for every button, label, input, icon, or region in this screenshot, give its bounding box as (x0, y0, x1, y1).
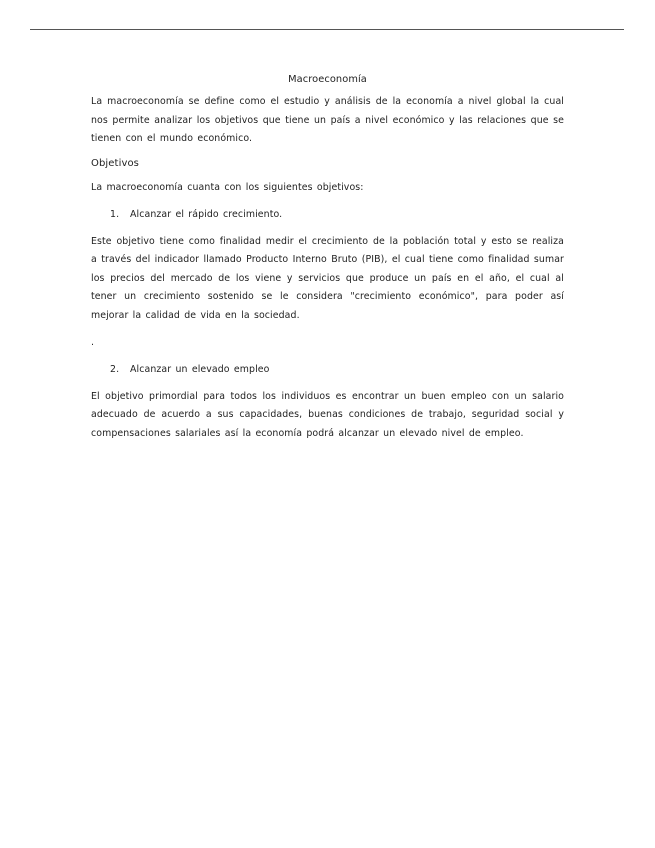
objective-1-description: Este objetivo tiene como finalidad medir el crecimiento de la población total y esto se realiza a través del indicador llamado Producto Interno Bruto (PIB), el cual tiene como finalidad sumar los precios del mercado de los viene y servicios que produce un país en el año, el cual al tener un crecimiento sostenido se le considera "crecimiento económico", para poder así mejorar la calidad de vida en la sociedad. (91, 235, 564, 321)
objectives-heading: Objetivos (91, 157, 139, 169)
objective-2-description: El objetivo primordial para todos los individuos es encontrar un buen empleo con un salario adecuado de acuerdo a sus capacidades, buenas condiciones de trabajo, seguridad social y compensaciones salariales así la economía podrá alcanzar un elevado nivel de empleo. (91, 390, 564, 439)
document-title: Macroeconomía (288, 74, 367, 85)
objective-item-2 (91, 361, 564, 380)
intro-paragraph: La macroeconomía se define como el estudio y análisis de la economía a nivel global la cual nos permite analizar los objetivos que tiene un país a nivel económico y las relaciones que se tienen con el mundo económico. (91, 96, 564, 144)
objective-number: 2. (110, 364, 120, 375)
document-body (91, 74, 564, 452)
objective-label: Alcanzar un elevado empleo (130, 364, 270, 375)
objective-item-1 (91, 206, 564, 225)
objectives-intro: La macroeconomía cuanta con los siguientes objetivos: (91, 181, 364, 193)
stray-dot: . (91, 337, 95, 348)
objective-label: Alcanzar el rápido crecimiento. (130, 209, 283, 220)
page-top-rule (30, 29, 624, 30)
objective-number: 1. (110, 209, 120, 220)
